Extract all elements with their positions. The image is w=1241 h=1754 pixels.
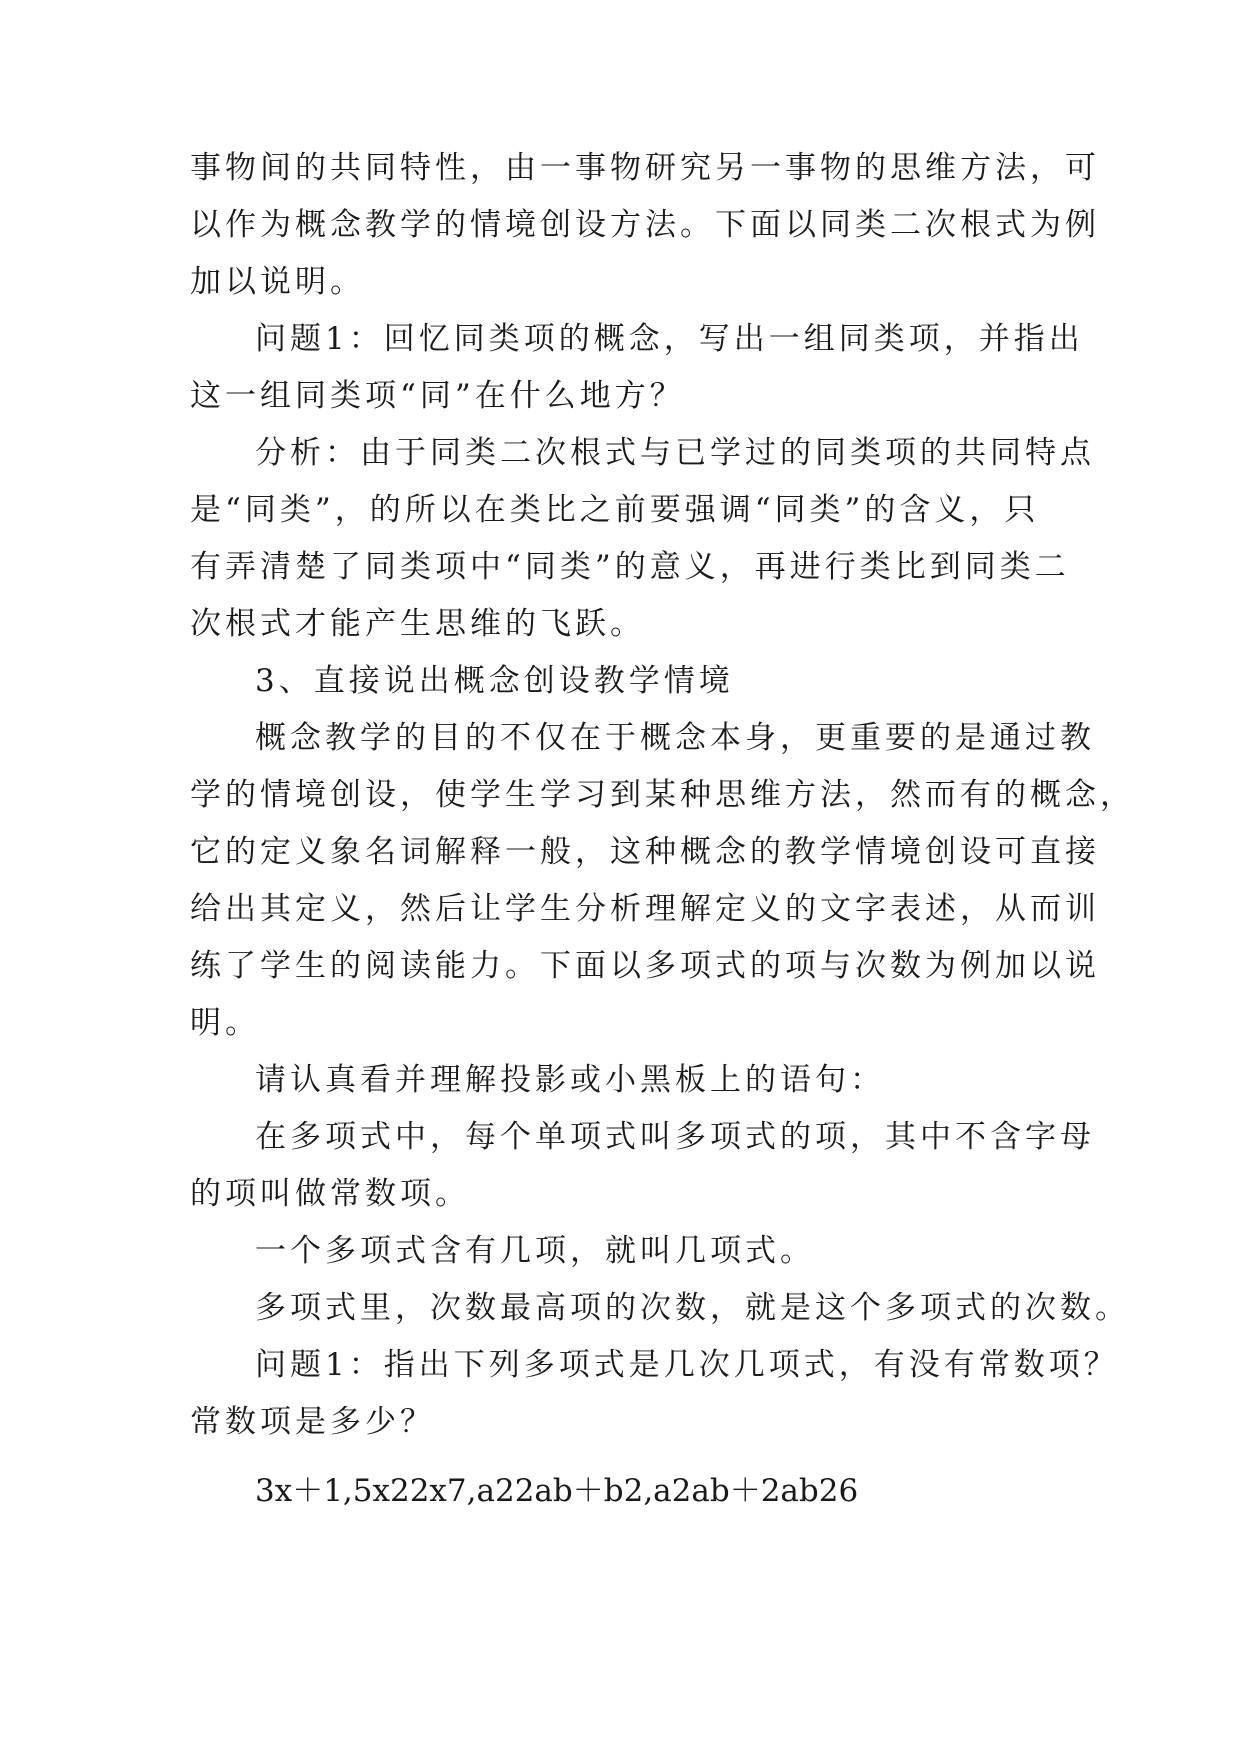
text-line: 请认真看并理解投影或小黑板上的语句： <box>255 1062 885 1098</box>
text-line: 它的定义象名词解释一般，这种概念的教学情境创设可直接 <box>190 834 1100 870</box>
text-line: 事物间的共同特性，由一事物研究另一事物的思维方法，可 <box>190 150 1100 186</box>
formula-line: 3x＋1,5x22x7,a22ab＋b2,a2ab＋2ab26 <box>255 1473 859 1509</box>
text-line: 这一组同类项“同”在什么地方？ <box>190 378 685 414</box>
section-heading: 3、直接说出概念创设教学情境 <box>255 663 734 699</box>
text-line: 有弄清楚了同类项中“同类”的意义，再进行类比到同类二 <box>190 549 1070 585</box>
text-line: 给出其定义，然后让学生分析理解定义的文字表述，从而训 <box>190 891 1100 927</box>
text-line: 加以说明。 <box>190 264 365 300</box>
text-line: 以作为概念教学的情境创设方法。下面以同类二次根式为例 <box>190 207 1100 243</box>
text-line: 分析：由于同类二次根式与已学过的同类项的共同特点 <box>255 435 1095 471</box>
text-line: 问题1：回忆同类项的概念，写出一组同类项，并指出 <box>255 321 1084 357</box>
text-line: 是“同类”，的所以在类比之前要强调“同类”的含义，只 <box>190 492 1040 528</box>
text-line: 多项式里，次数最高项的次数，就是这个多项式的次数。 <box>255 1290 1130 1326</box>
text-line: 的项叫做常数项。 <box>190 1176 470 1212</box>
text-line: 学的情境创设，使学生学习到某种思维方法，然而有的概念， <box>190 777 1135 813</box>
text-line: 一个多项式含有几项，就叫几项式。 <box>255 1233 815 1269</box>
text-line: 明。 <box>190 1005 260 1041</box>
text-line: 练了学生的阅读能力。下面以多项式的项与次数为例加以说 <box>190 948 1100 984</box>
text-line: 在多项式中，每个单项式叫多项式的项，其中不含字母 <box>255 1119 1095 1155</box>
text-line: 次根式才能产生思维的飞跃。 <box>190 606 645 642</box>
text-line: 概念教学的目的不仅在于概念本身，更重要的是通过教 <box>255 720 1095 756</box>
text-line: 常数项是多少？ <box>190 1404 435 1440</box>
text-line: 问题1：指出下列多项式是几次几项式，有没有常数项？ <box>255 1347 1119 1383</box>
